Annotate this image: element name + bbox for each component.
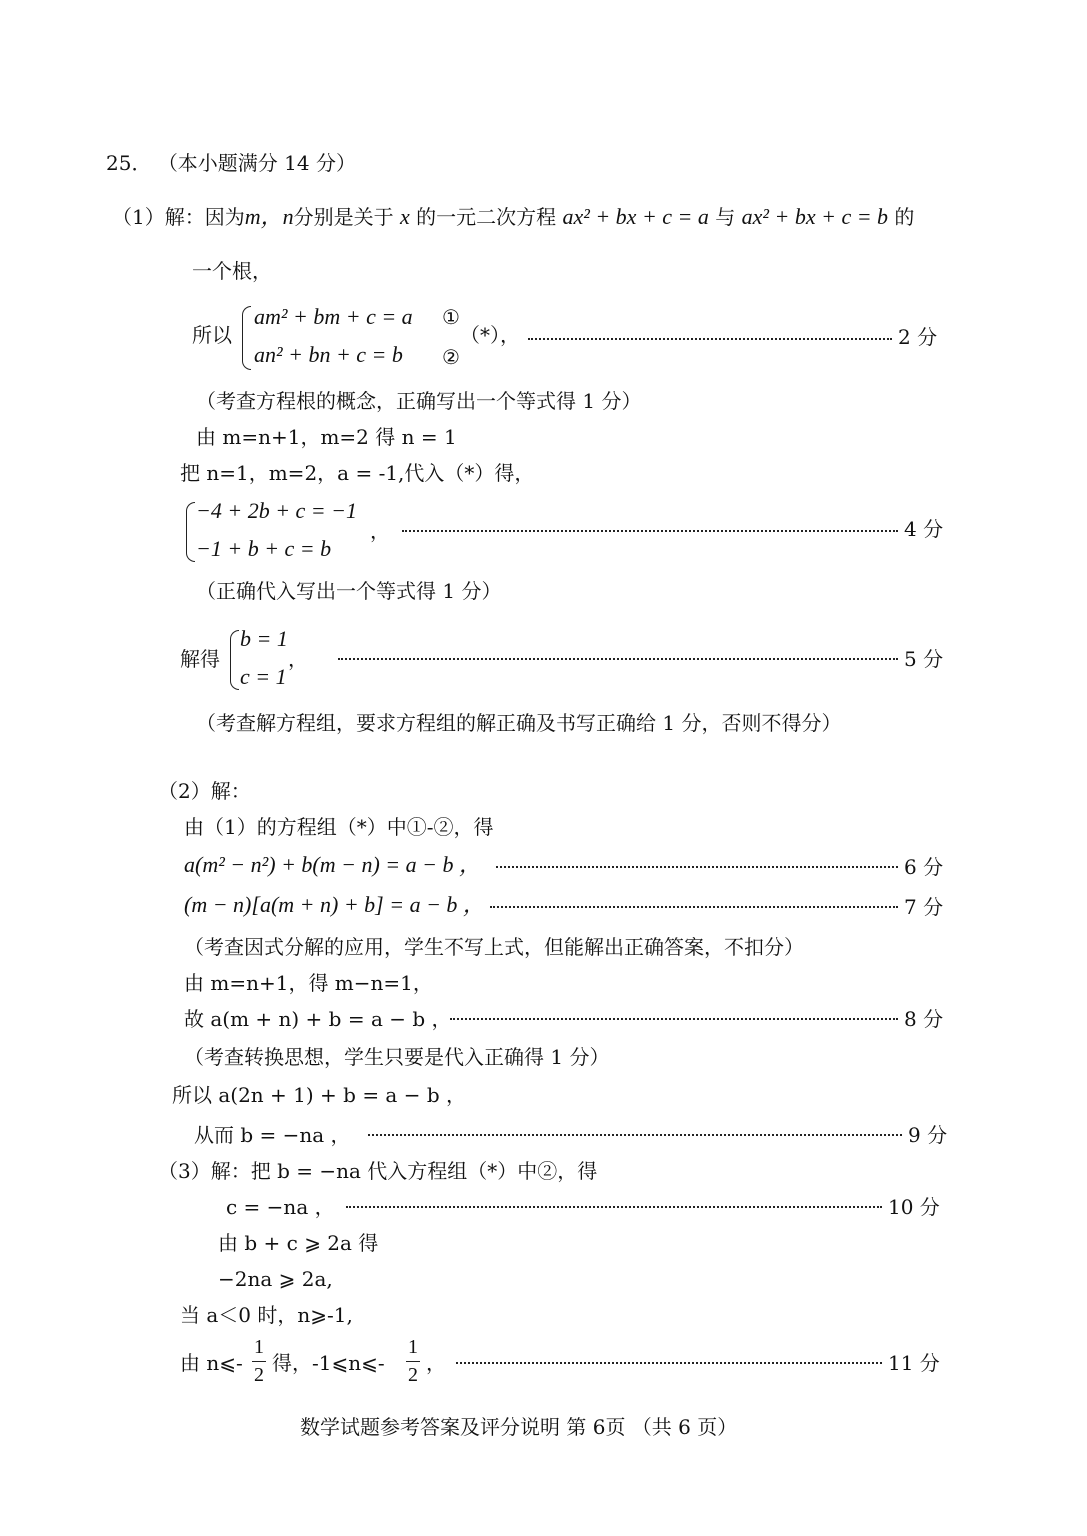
problem-number: 25．	[106, 151, 152, 175]
part1-intro-text: （1）解：因为	[112, 205, 245, 229]
system-brace-2	[186, 502, 195, 562]
fraction-numerator: 1	[408, 1336, 418, 1358]
fraction-denominator: 2	[408, 1364, 418, 1386]
part3-head: （3）解：把 b = −na 代入方程组（*）中②，得	[158, 1159, 598, 1183]
part1-intro-text-d: 的	[894, 205, 915, 229]
score-5: 5 分	[904, 647, 944, 671]
equation-b: ax² + bx + c = b	[741, 204, 889, 229]
part1-intro-text-b: 分别是关于	[293, 205, 394, 229]
step-b: 把 n=1，m=2，a = -1,代入（*）得，	[180, 461, 535, 485]
note-3: （考查解方程组，要求方程组的解正确及书写正确给 1 分，否则不得分）	[196, 711, 842, 735]
note-4: （考查因式分解的应用，学生不写上式，但能解出正确答案，不扣分）	[184, 935, 804, 959]
tag-2: ②	[442, 345, 460, 369]
part3-line-3: −2na ⩾ 2a,	[218, 1267, 333, 1291]
dot-leader	[496, 866, 898, 868]
part2-line-4: 由 m=n+1，得 m−n=1，	[184, 971, 433, 995]
fraction-bar	[252, 1361, 266, 1362]
dot-leader	[338, 658, 898, 660]
comma-2: ，	[288, 647, 308, 671]
solution-c: c = 1	[240, 664, 287, 689]
star-label: （*），	[460, 323, 520, 347]
part2-line-3: (m − n)[a(m + n) + b] = a − b ，	[184, 892, 485, 917]
score-8: 8 分	[904, 1007, 944, 1031]
dot-leader	[368, 1134, 902, 1136]
page-footer: 数学试题参考答案及评分说明 第 6页 （共 6 页）	[300, 1415, 738, 1439]
dot-leader	[456, 1362, 882, 1364]
part2-head: （2）解：	[158, 779, 251, 803]
score-4: 4 分	[904, 517, 944, 541]
dot-leader	[402, 530, 898, 532]
score-2: 2 分	[898, 325, 938, 349]
solve-label: 解得	[180, 647, 220, 671]
part2-line-7: 从而 b = −na ，	[194, 1123, 351, 1147]
solution-b: b = 1	[240, 626, 288, 651]
part3-line-5c: ，	[426, 1351, 446, 1375]
system-eq-3: −4 + 2b + c = −1	[196, 498, 357, 523]
comma: ，	[370, 519, 390, 543]
part1-intro-text-c: 的一元二次方程	[416, 205, 557, 229]
dot-leader	[450, 1018, 898, 1020]
part2-line-6: 所以 a(2n + 1) + b = a − b ，	[172, 1083, 466, 1107]
score-11: 11 分	[888, 1351, 940, 1375]
equation-a: ax² + bx + c = a	[562, 204, 709, 229]
fraction-denominator: 2	[254, 1364, 264, 1386]
note-5: （考查转换思想，学生只要是代入正确得 1 分）	[184, 1045, 610, 1069]
dot-leader	[528, 338, 892, 340]
var-mn: m，n	[244, 204, 294, 229]
score-7: 7 分	[904, 895, 944, 919]
system-eq-4: −1 + b + c = b	[196, 536, 332, 561]
fraction-half	[252, 1336, 266, 1387]
part2-line-5: 故 a(m + n) + b = a − b ，	[184, 1007, 452, 1031]
dot-leader	[346, 1206, 882, 1208]
so-label: 所以	[192, 323, 232, 347]
system-eq-1: am² + bm + c = a	[254, 304, 413, 329]
problem-title: （本小题满分 14 分）	[157, 151, 356, 175]
part3-line-4: 当 a＜0 时，n⩾-1,	[180, 1303, 353, 1327]
root-text: 一个根，	[192, 259, 272, 283]
problem-header	[106, 150, 356, 176]
part1-intro	[112, 204, 914, 230]
part3-line-5a: 由 n⩽-	[180, 1351, 243, 1375]
score-6: 6 分	[904, 855, 944, 879]
dot-leader	[490, 906, 898, 908]
fraction-half-2	[406, 1336, 420, 1387]
part3-line-2: 由 b + c ⩾ 2a 得	[218, 1231, 379, 1255]
note-2: （正确代入写出一个等式得 1 分）	[196, 579, 502, 603]
tag-1: ①	[442, 305, 460, 329]
conjunction: 与	[715, 205, 736, 229]
score-9: 9 分	[908, 1123, 948, 1147]
fraction-numerator: 1	[254, 1336, 264, 1358]
system-brace	[242, 306, 251, 370]
part3-line-5b: 得，-1⩽n⩽-	[272, 1351, 385, 1375]
solution-brace	[230, 630, 239, 690]
fraction-bar	[406, 1361, 420, 1362]
note-1: （考查方程根的概念，正确写出一个等式得 1 分）	[196, 389, 642, 413]
step-a: 由 m=n+1，m=2 得 n = 1	[196, 425, 457, 449]
system-eq-2: an² + bn + c = b	[254, 342, 403, 367]
part3-line-1: c = −na ，	[226, 1195, 335, 1219]
score-10: 10 分	[888, 1195, 940, 1219]
part2-line-2: a(m² − n²) + b(m − n) = a − b ，	[184, 852, 482, 877]
part2-line-1: 由（1）的方程组（*）中①-②，得	[184, 815, 494, 839]
var-x: x	[399, 204, 410, 229]
